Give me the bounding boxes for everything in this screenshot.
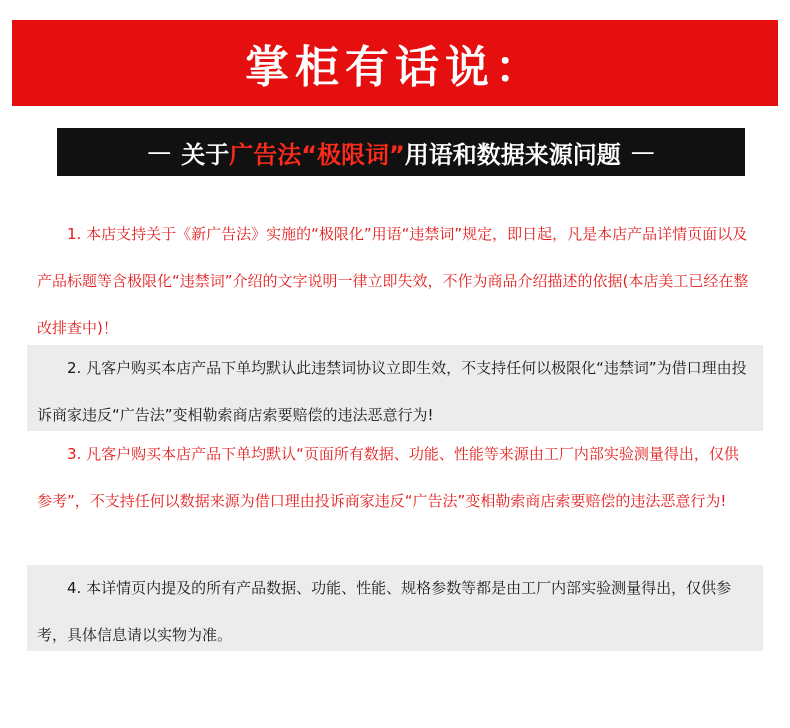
banner-title: 掌柜有话说：: [245, 42, 545, 93]
subtitle-text-prefix: 关于: [181, 140, 230, 169]
subtitle-text-suffix: 用语和数据来源问题: [404, 140, 621, 169]
notice-paragraph-1: 1. 本店支持关于《新广告法》实施的“极限化”用语“违禁词”规定，即日起，凡是本店产品详情页面以及产品标题等含极限化“违禁词”介绍的文字说明一律立即失效，不作为商品介绍描述的依据(本店美工已经在整改排查中)！: [37, 225, 749, 337]
subtitle-highlight: 广告法“极限词”: [229, 140, 405, 169]
subtitle-dash-left: —: [147, 138, 172, 166]
subtitle-dash-right: —: [630, 138, 655, 166]
header-banner: [12, 20, 778, 106]
notice-paragraph-3: 3. 凡客户购买本店产品下单均默认“页面所有数据、功能、性能等来源由工厂内部实验测量得出，仅供参考”，不支持任何以数据来源为借口理由投诉商家违反“广告法”变相勒索商店索要赔偿的违法恶意行为!: [37, 445, 739, 510]
notice-paragraph-2: 2. 凡客户购买本店产品下单均默认此违禁词协议立即生效，不支持任何以极限化“违禁词”为借口理由投诉商家违反“广告法”变相勒索商店索要赔偿的违法恶意行为!: [27, 345, 763, 431]
subtitle-bar: [57, 128, 745, 176]
notice-paragraph-4: 4. 本详情页内提及的所有产品数据、功能、性能、规格参数等都是由工厂内部实验测量得出，仅供参考，具体信息请以实物为准。: [27, 565, 763, 651]
